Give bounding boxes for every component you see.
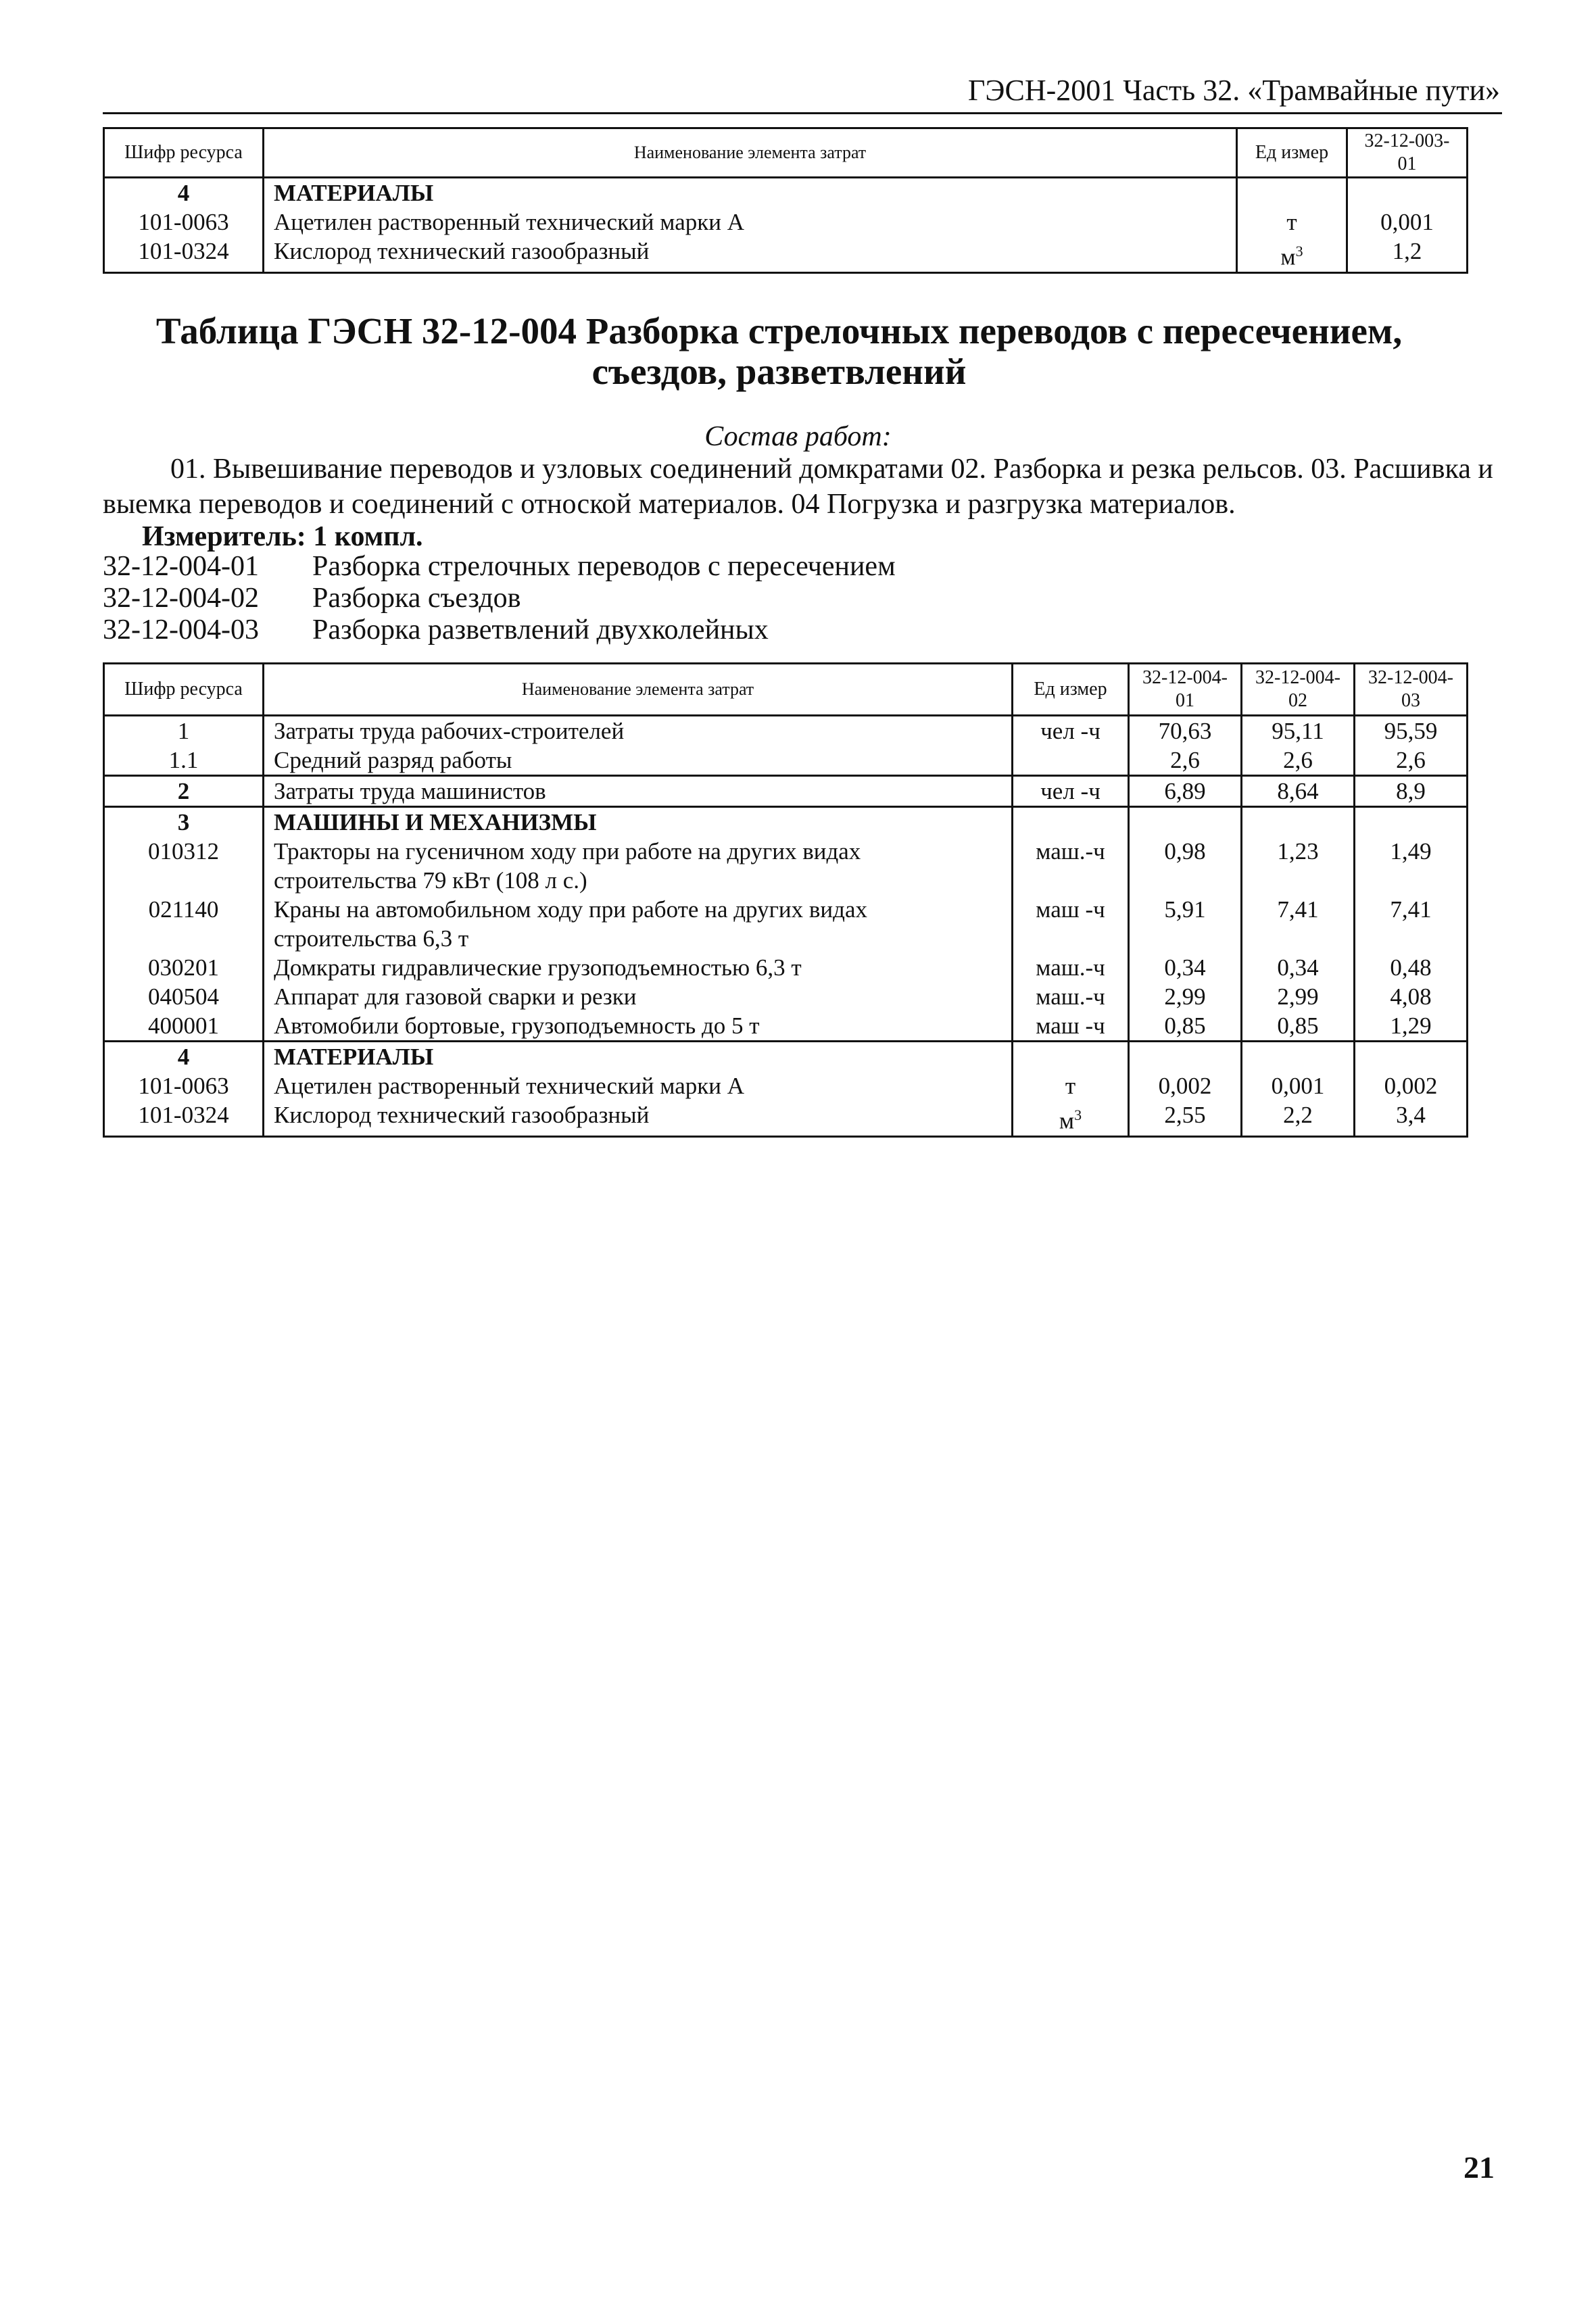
table-title: Таблица ГЭСН 32-12-004 Разборка стрелочных переводов с пересечением, съездов, разветвлений: [155, 310, 1403, 392]
row-unit: маш.-ч: [1013, 837, 1129, 895]
row-code: 4: [104, 178, 264, 208]
row-name: Ацетилен растворенный технический марки А: [264, 208, 1237, 237]
row-code: 400001: [104, 1011, 264, 1042]
row-name: Автомобили бортовые, грузоподъемность до 5 т: [264, 1011, 1013, 1042]
table-row: [104, 746, 1468, 776]
row-value: 0,85: [1242, 1011, 1355, 1042]
row-code: 040504: [104, 982, 264, 1011]
list-item: [103, 583, 896, 614]
norm-name: Разборка разветвлений двухколейных: [312, 614, 769, 645]
row-value: 7,41: [1242, 895, 1355, 953]
row-value: 1,2: [1347, 237, 1468, 272]
row-name: Кислород технический газообразный: [264, 1100, 1013, 1136]
table-row: [104, 1011, 1468, 1042]
norm-code-list: [103, 551, 896, 646]
row-value: 2,99: [1242, 982, 1355, 1011]
list-item: [103, 551, 896, 583]
row-code: 101-0324: [104, 237, 264, 272]
row-unit: [1013, 1100, 1129, 1136]
row-name: Затраты труда рабочих-строителей: [264, 716, 1013, 746]
row-value: [1129, 1042, 1242, 1072]
column-header-norm-1: 32-12-004-01: [1129, 664, 1242, 716]
column-header-norm-2: 32-12-004-02: [1242, 664, 1355, 716]
table-row: [104, 895, 1468, 953]
row-value: 3,4: [1355, 1100, 1468, 1136]
table-row: [104, 837, 1468, 895]
row-value: 95,59: [1355, 716, 1468, 746]
row-name: МАШИНЫ И МЕХАНИЗМЫ: [264, 807, 1013, 837]
norm-name: Разборка съездов: [312, 583, 521, 614]
norm-name: Разборка стрелочных переводов с пересечением: [312, 551, 896, 582]
row-unit: [1013, 1042, 1129, 1072]
row-value: 95,11: [1242, 716, 1355, 746]
row-unit: маш -ч: [1013, 895, 1129, 953]
row-value: 0,001: [1347, 208, 1468, 237]
table-row: [104, 1042, 1468, 1072]
row-value: [1355, 1042, 1468, 1072]
column-header-name: Наименование элемента затрат: [264, 664, 1013, 716]
norm-code: 32-12-004-02: [103, 583, 259, 614]
row-code: 101-0324: [104, 1100, 264, 1136]
row-unit: чел -ч: [1013, 776, 1129, 807]
row-value: 2,6: [1355, 746, 1468, 776]
row-value: 2,2: [1242, 1100, 1355, 1136]
column-header-name: Наименование элемента затрат: [264, 128, 1237, 178]
row-unit: [1237, 237, 1347, 272]
row-value: 0,98: [1129, 837, 1242, 895]
unit-superscript: 3: [1295, 243, 1303, 260]
table-row: [104, 716, 1468, 746]
row-value: 0,85: [1129, 1011, 1242, 1042]
row-name: Домкраты гидравлические грузоподъемностью 6,3 т: [264, 953, 1013, 982]
row-value: 4,08: [1355, 982, 1468, 1011]
row-code: 021140: [104, 895, 264, 953]
row-value: 8,64: [1242, 776, 1355, 807]
row-code: 4: [104, 1042, 264, 1072]
row-unit: маш.-ч: [1013, 953, 1129, 982]
table-row: [104, 178, 1468, 208]
meter-label: Измеритель: 1 компл.: [142, 521, 423, 552]
row-name: Аппарат для газовой сварки и резки: [264, 982, 1013, 1011]
table-row: [104, 982, 1468, 1011]
row-unit: т: [1237, 208, 1347, 237]
table-row: [104, 208, 1468, 237]
norm-code: 32-12-004-03: [103, 614, 259, 645]
list-item: [103, 614, 896, 646]
row-unit: [1013, 807, 1129, 837]
table-row: [104, 1071, 1468, 1100]
table-row: [104, 1100, 1468, 1136]
row-unit: [1013, 746, 1129, 776]
unit-superscript: 3: [1074, 1106, 1082, 1123]
column-header-unit: Ед измер: [1013, 664, 1129, 716]
row-code: 1: [104, 716, 264, 746]
column-header-norm: 32-12-003-01: [1347, 128, 1468, 178]
row-value: 0,48: [1355, 953, 1468, 982]
row-value: [1242, 1042, 1355, 1072]
table-row: [104, 807, 1468, 837]
row-name: Краны на автомобильном ходу при работе на других видах строительства 6,3 т: [264, 895, 1013, 953]
row-code: 3: [104, 807, 264, 837]
header-rule: [103, 112, 1502, 114]
row-value: 2,6: [1129, 746, 1242, 776]
row-code: 101-0063: [104, 208, 264, 237]
row-value: 6,89: [1129, 776, 1242, 807]
row-name: Ацетилен растворенный технический марки А: [264, 1071, 1013, 1100]
row-value: [1347, 178, 1468, 208]
resource-table-32-12-004: [103, 662, 1468, 1138]
norm-code: 32-12-004-01: [103, 551, 259, 582]
table-row: [104, 953, 1468, 982]
row-code: 2: [104, 776, 264, 807]
row-value: [1242, 807, 1355, 837]
row-value: 2,99: [1129, 982, 1242, 1011]
row-value: 2,55: [1129, 1100, 1242, 1136]
row-name: Затраты труда машинистов: [264, 776, 1013, 807]
row-value: 5,91: [1129, 895, 1242, 953]
row-unit: т: [1013, 1071, 1129, 1100]
row-value: 8,9: [1355, 776, 1468, 807]
table-row: [104, 776, 1468, 807]
row-code: 1.1: [104, 746, 264, 776]
column-header-code: Шифр ресурса: [104, 664, 264, 716]
works-description: 01. Вывешивание переводов и узловых соединений домкратами 02. Разборка и резка рельсов. 03. Расшивка и выемка переводов и соединений с отноской материалов. 04 Погрузка и разгрузка материалов.: [103, 454, 1493, 520]
row-name: Тракторы на гусеничном ходу при работе на других видах строительства 79 кВт (108 л с.): [264, 837, 1013, 895]
unit-text: м: [1280, 243, 1296, 270]
row-value: 0,002: [1355, 1071, 1468, 1100]
row-code: 030201: [104, 953, 264, 982]
row-value: [1355, 807, 1468, 837]
row-value: 0,001: [1242, 1071, 1355, 1100]
row-unit: маш.-ч: [1013, 982, 1129, 1011]
row-name: Средний разряд работы: [264, 746, 1013, 776]
row-value: 70,63: [1129, 716, 1242, 746]
unit-text: м: [1059, 1107, 1075, 1134]
row-name: МАТЕРИАЛЫ: [264, 1042, 1013, 1072]
row-value: 0,002: [1129, 1071, 1242, 1100]
row-value: 7,41: [1355, 895, 1468, 953]
running-header: ГЭСН-2001 Часть 32. «Трамвайные пути»: [967, 74, 1500, 107]
row-value: 1,49: [1355, 837, 1468, 895]
row-value: [1129, 807, 1242, 837]
column-header-norm-3: 32-12-004-03: [1355, 664, 1468, 716]
table-row: [104, 237, 1468, 272]
column-header-code: Шифр ресурса: [104, 128, 264, 178]
row-unit: [1237, 178, 1347, 208]
row-value: 1,29: [1355, 1011, 1468, 1042]
row-name: МАТЕРИАЛЫ: [264, 178, 1237, 208]
row-value: 0,34: [1129, 953, 1242, 982]
row-value: 1,23: [1242, 837, 1355, 895]
row-value: 2,6: [1242, 746, 1355, 776]
row-code: 101-0063: [104, 1071, 264, 1100]
row-unit: чел -ч: [1013, 716, 1129, 746]
page-number: 21: [1464, 2150, 1495, 2185]
resource-table-continued: [103, 127, 1468, 274]
row-unit: маш -ч: [1013, 1011, 1129, 1042]
row-name: Кислород технический газообразный: [264, 237, 1237, 272]
column-header-unit: Ед измер: [1237, 128, 1347, 178]
composition-label: Состав работ:: [704, 421, 892, 452]
row-code: 010312: [104, 837, 264, 895]
row-value: 0,34: [1242, 953, 1355, 982]
